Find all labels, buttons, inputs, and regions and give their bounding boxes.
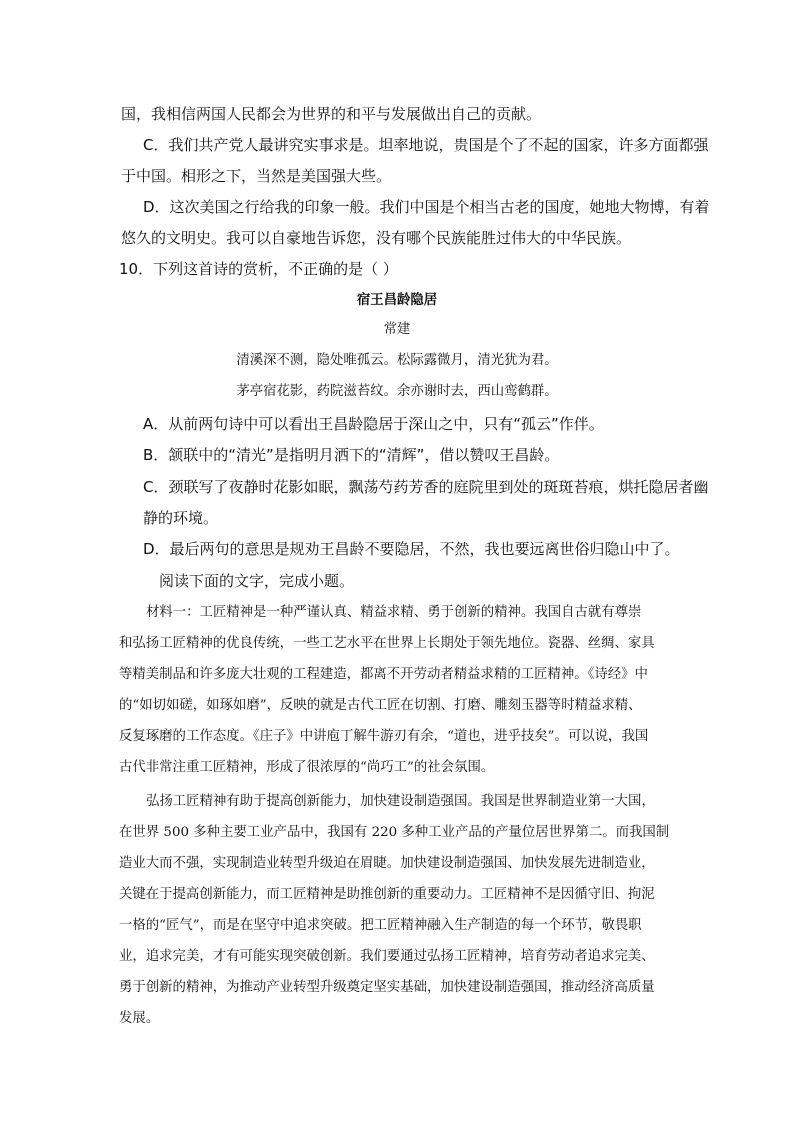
q9-option-d-line2: 悠久的文明史。我可以自豪地告诉您，没有哪个民族能胜过伟大的中华民族。	[121, 229, 632, 247]
paragraph2-line: 业，追求完美，才有可能实现突破创新。我们要通过弘扬工匠精神，培育劳动者追求完美、	[119, 949, 655, 964]
q10-option-b: B．颔联中的“清光”是指明月洒下的“清辉”，借以赞叹王昌龄。	[143, 446, 560, 464]
material1-line: 反复琢磨的工作态度。《庄子》中讲庖丁解牛游刃有余，“道也，进乎技矣”。可以说，我国	[119, 729, 649, 744]
q9-option-c-line2: 于中国。相形之下，当然是美国强大些。	[121, 167, 392, 185]
paragraph2-line: 发展。	[119, 1011, 160, 1026]
paragraph2-line: 关键在于提高创新能力，而工匠精神是助推创新的重要动力。工匠精神不是因循守旧、拘泥	[119, 887, 655, 902]
paragraph2-line: 造业大而不强，实现制造业转型升级迫在眉睫。加快建设制造强国、加快发展先进制造业，	[119, 856, 655, 871]
material1-line: 材料一：工匠精神是一种严谨认真、精益求精、勇于创新的精神。我国自古就有尊崇	[146, 605, 642, 620]
poem-title: 宿王昌龄隐居	[356, 292, 438, 308]
material1-line: 和弘扬工匠精神的优良传统，一些工艺水平在世界上长期处于领先地位。瓷器、丝绸、家具	[119, 636, 655, 651]
q10-option-c-line2: 静的环境。	[143, 509, 219, 527]
paragraph2-line: 在世界 500 多种主要工业产品中，我国有 220 多种工业产品的产量位居世界第二。而我国制	[119, 825, 670, 840]
material1-line: 的“如切如磋，如琢如磨”，反映的就是古代工匠在切割、打磨、雕刻玉器等时精益求精、	[119, 698, 642, 713]
q10-option-a: A．从前两句诗中可以看出王昌龄隐居于深山之中，只有“孤云”作伴。	[143, 415, 604, 433]
paragraph2-line: 勇于创新的精神，为推动产业转型升级奠定坚实基础，加快建设制造强国，推动经济高质量	[119, 980, 655, 995]
paragraph2-line: 弘扬工匠精神有助于提高创新能力，加快建设制造强国。我国是世界制造业第一大国，	[146, 794, 655, 809]
reading-instruction: 阅读下面的文字，完成小题。	[159, 572, 355, 590]
poem-line-2: 茅亭宿花影，药院滋苔纹。余亦谢时去，西山鸾鹤群。	[236, 384, 558, 399]
material1-line: 古代非常注重工匠精神，形成了很浓厚的“尚巧工”的社会氛围。	[119, 760, 495, 775]
q10-stem: 10．下列这首诗的赏析，不正确的是（ ）	[119, 260, 398, 278]
q9-option-c-line1: C．我们共产党人最讲究实事求是。坦率地说，贵国是个了不起的国家，许多方面都强	[143, 136, 709, 154]
poem-line-1: 清溪深不测，隐处唯孤云。松际露微月，清光犹为君。	[236, 353, 558, 368]
poem-author: 常建	[383, 322, 411, 337]
q9-continued-text: 国，我相信两国人民都会为世界的和平与发展做出自己的贡献。	[121, 105, 542, 123]
q10-option-c-line1: C．颈联写了夜静时花影如眠，飘荡芍药芳香的庭院里到处的斑斑苔痕，烘托隐居者幽	[143, 478, 709, 496]
paragraph2-line: 一格的“匠气”，而是在坚守中追求突破。把工匠精神融入生产制造的每一个环节，敬畏职	[119, 918, 642, 933]
q10-option-d: D．最后两句的意思是规劝王昌龄不要隐居，不然，我也要远离世俗归隐山中了。	[143, 540, 680, 558]
material1-line: 等精美制品和许多庞大壮观的工程建造，都离不开劳动者精益求精的工匠精神。《诗经》中	[119, 667, 648, 682]
q9-option-d-line1: D．这次美国之行给我的印象一般。我们中国是个相当古老的国度，她地大物博，有着	[143, 198, 710, 216]
